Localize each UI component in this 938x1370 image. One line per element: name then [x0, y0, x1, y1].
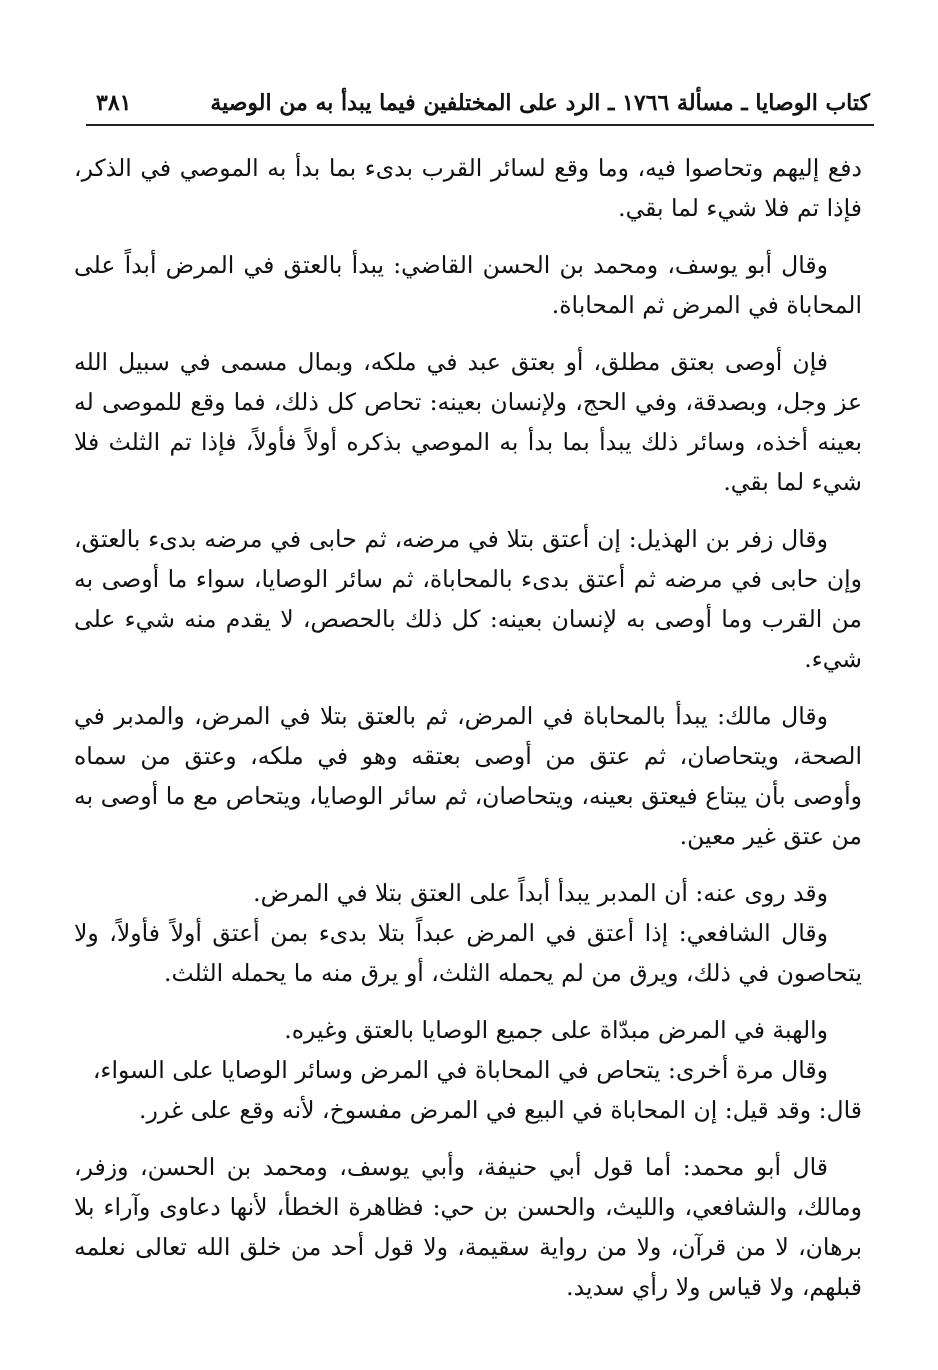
page-header	[96, 72, 870, 116]
paragraph: وقال الشافعي: إذا أعتق في المرض عبداً بتلا بدىء بمن أعتق أولاً فأولاً، ولا يتحاصون في ذلك، ويرق من لم يحمله الثلث، أو يرق منه ما يحمله الثلث.	[74, 919, 862, 987]
paragraph: وقال مرة أخرى: يتحاص في المحاباة في المرض وسائر الوصايا على السواء،	[92, 1056, 828, 1084]
paragraph: وقال زفر بن الهذيل: إن أعتق بتلا في مرضه، ثم حابى في مرضه بدىء بالعتق، وإن حابى في مرضه ثم أعتق بدىء بالمحاباة، ثم سائر الوصايا، سواء ما أوصى به من القرب وما أوصى به لإنسان بعينه: كل ذلك بالحصص، لا يقدم منه شيء على شيء.	[74, 525, 862, 673]
paragraph: وقال مالك: يبدأ بالمحاباة في المرض، ثم بالعتق بتلا في المرض، والمدبر في الصحة، ويتحاصان، ثم عتق من أوصى بعتقه وهو في ملكه، وعتق من سماه وأوصى بأن يبتاع فيعتق بعينه، ويتحاصان، ثم سائر الوصايا، ويتحاص مع ما أوصى به من عتق غير معين.	[74, 702, 862, 850]
page-number: ٣٨١	[96, 90, 132, 116]
paragraph: قال أبو محمد: أما قول أبي حنيفة، وأبي يوسف، ومحمد بن الحسن، وزفر، ومالك، والشافعي، والليث، والحسن بن حي: فظاهرة الخطأ، لأنها دعاوى وآراء بلا برهان، لا من قرآن، ولا من رواية سقيمة، ولا قول أحد من خلق الله تعالى نعلمه قبلهم، ولا قياس ولا رأي سديد.	[74, 1153, 862, 1301]
paragraph: وقال أبو يوسف، ومحمد بن الحسن القاضي: يبدأ بالعتق في المرض أبداً على المحاباة في المرض ثم المحاباة.	[74, 251, 862, 319]
page-body	[74, 148, 862, 1324]
header-rule	[86, 124, 874, 126]
paragraph: دفع إليهم وتحاصوا فيه، وما وقع لسائر القرب بدىء بما بدأ به الموصي في الذكر، فإذا تم فلا شيء لما بقي.	[74, 154, 862, 222]
paragraph: فإن أوصى بعتق مطلق، أو بعتق عبد في ملكه، وبمال مسمى في سبيل الله عز وجل، وبصدقة، وفي الحج، ولإنسان بعينه: تحاص كل ذلك، فما وقع للموصى له بعينه أخذه، وسائر ذلك يبدأ بما بدأ به الموصي بذكره أولاً فأولاً، فإذا تم الثلث فلا شيء لما بقي.	[74, 348, 862, 496]
paragraph: والهبة في المرض مبدّاة على جميع الوصايا بالعتق وغيره.	[284, 1016, 828, 1044]
paragraph: قال: وقد قيل: إن المحاباة في البيع في المرض مفسوخ، لأنه وقع على غرر.	[139, 1096, 862, 1124]
paragraph: وقد روى عنه: أن المدبر يبدأ أبداً على العتق بتلا في المرض.	[253, 879, 828, 907]
running-title: كتاب الوصايا ـ مسألة ١٧٦٦ ـ الرد على المختلفين فيما يبدأ به من الوصية	[210, 90, 870, 116]
